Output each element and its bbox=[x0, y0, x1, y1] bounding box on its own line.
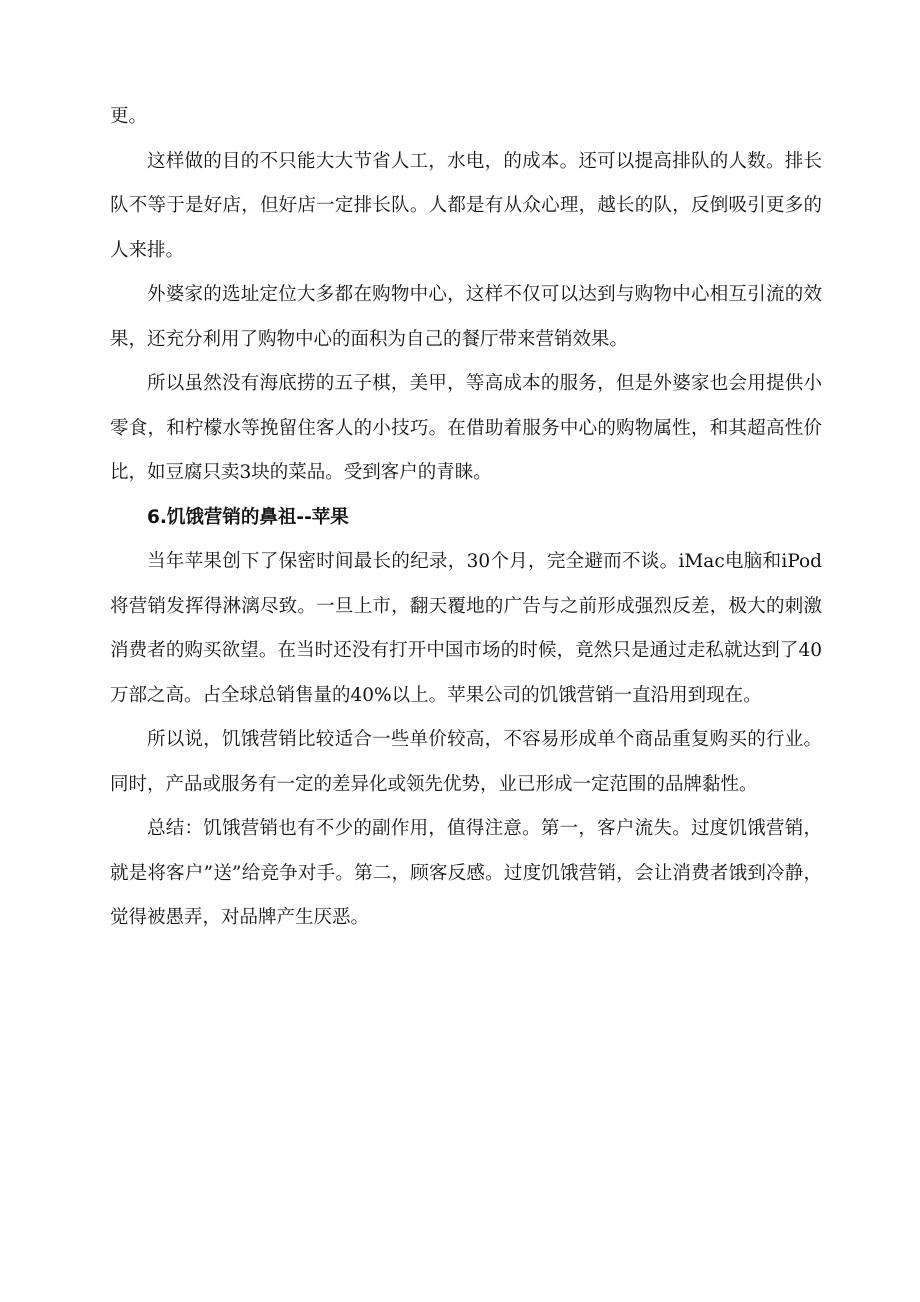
paragraph-summary: 总结：饥饿营销也有不少的副作用，值得注意。第一，客户流失。过度饥饿营销，就是将客户”送”给竞争对手。第二，顾客反感。过度饥饿营销，会让消费者饿到冷静，觉得被愚弄，对品牌产生厌恶。 bbox=[110, 818, 822, 928]
paragraph-location-strategy: 外婆家的选址定位大多都在购物中心，这样不仅可以达到与购物中心相互引流的效果，还充分利用了购物中心的面积为自己的餐厅带来营销效果。 bbox=[110, 284, 822, 350]
paragraph-apple-history: 当年苹果创下了保密时间最长的纪录，30个月，完全避而不谈。iMac电脑和iPod将营销发挥得淋漓尽致。一旦上市，翻天覆地的广告与之前形成强烈反差，极大的刺激消费者的购买欲望。在当时还没有打开中国市场的时候，竟然只是通过走私就达到了40万部之高。占全球总销售量的40%以上。苹果公司的饥饿营销一直沿用到现在。 bbox=[110, 551, 822, 706]
paragraph-continuation: 更。 bbox=[110, 106, 148, 127]
paragraph-queue-strategy: 这样做的目的不只能大大节省人工，水电，的成本。还可以提高排队的人数。排长队不等于是好店，但好店一定排长队。人都是有从众心理，越长的队，反倒吸引更多的人来排。 bbox=[110, 150, 822, 261]
paragraph-service-strategy: 所以虽然没有海底捞的五子棋，美甲，等高成本的服务，但是外婆家也会用提供小零食，和柠檬水等挽留住客人的小技巧。在借助着服务中心的购物属性，和其超高性价比，如豆腐只卖3块的菜品。受到客户的青睐。 bbox=[110, 373, 822, 483]
paragraph-hunger-marketing-fit: 所以说，饥饿营销比较适合一些单价较高，不容易形成单个商品重复购买的行业。同时，产品或服务有一定的差异化或领先优势，业已形成一定范围的品牌黏性。 bbox=[110, 729, 822, 795]
document-page bbox=[110, 95, 822, 941]
section-heading: 6.饥饿营销的鼻祖--苹果 bbox=[147, 506, 349, 528]
